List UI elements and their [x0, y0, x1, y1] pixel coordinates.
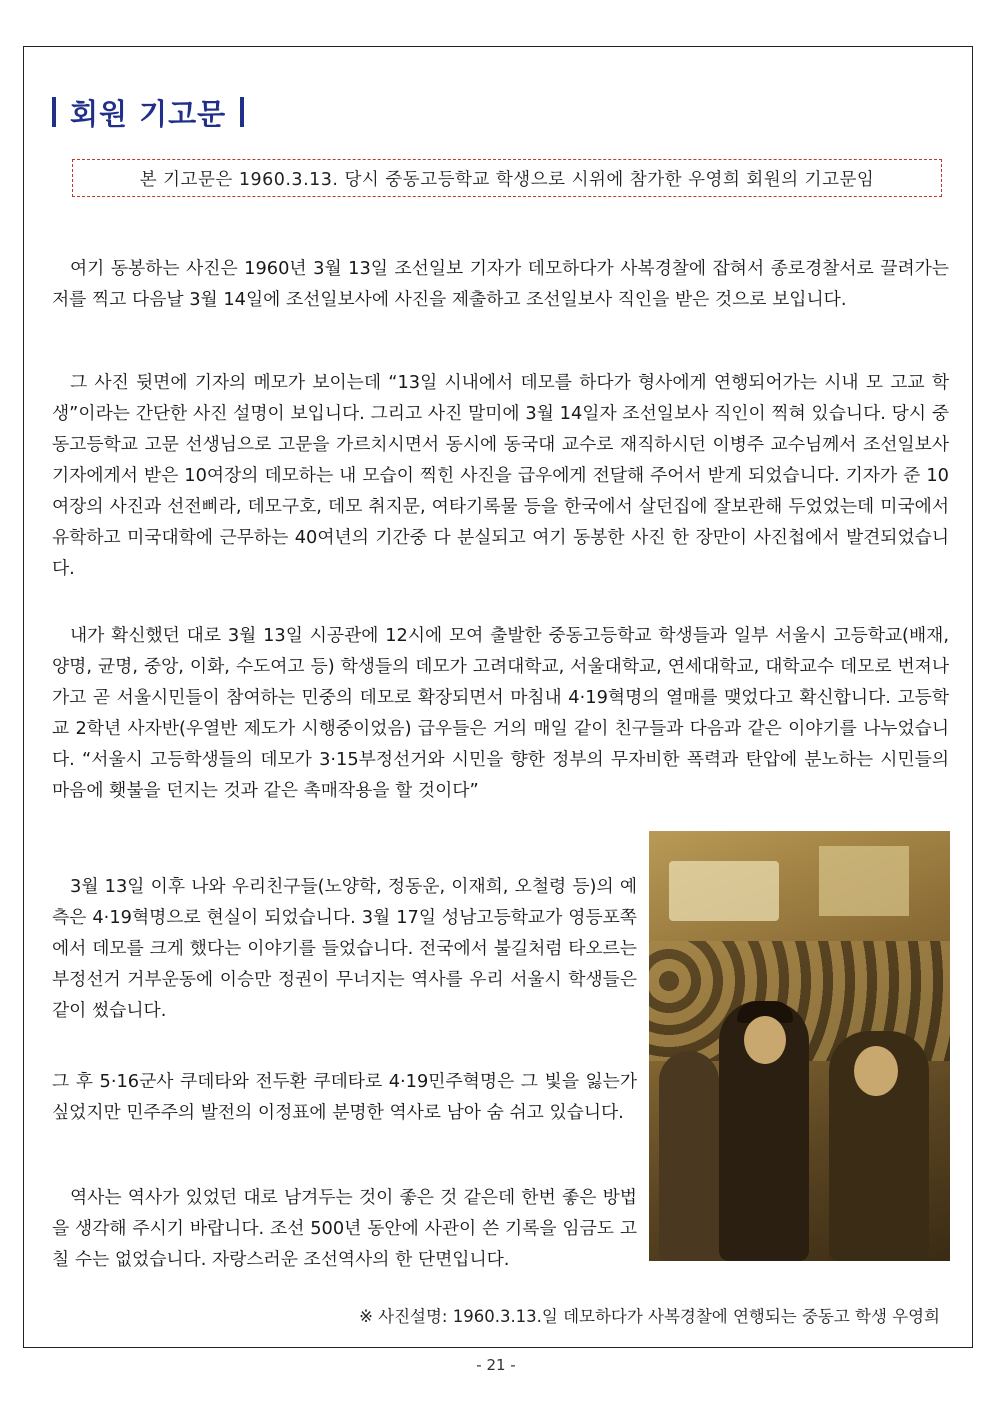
title-bar-right — [240, 97, 244, 127]
paragraph-3: 내가 확신했던 대로 3월 13일 시공관에 12시에 모여 출발한 중동고등학교 학생들과 일부 서울시 고등학교(배재, 양명, 균명, 중앙, 이화, 수도여고 등) 학생들의 데모가 고려대학교, 서울대학교, 연세대학교, 대학교수 데모로 번져나가고 곧 서울시민들이 참여하는 민중의 데모로 확장되면서 마침내 4·19혁명의 열매를 맺었다고 확신합니다. 고등학교 2학년 사자반(우열반 제도가 시행중이었음) 급우들은 거의 매일 같이 친구들과 다음과 같은 이야기를 나누었습니다. “서울시 고등학생들의 데모가 3·15부정선거와 시민을 향한 정부의 무자비한 폭력과 탄압에 분노하는 시민들의 마음에 횃불을 던지는 것과 같은 촉매작용을 할 것이다” — [52, 625, 949, 801]
intro-note-text: 본 기고문은 1960.3.13. 당시 중동고등학교 학생으로 시위에 참가한 우영희 회원의 기고문임 — [139, 169, 875, 190]
title-bar-left — [52, 97, 56, 127]
page-number: - 21 - — [476, 1356, 516, 1374]
intro-note-box — [72, 159, 942, 197]
paragraph-5: 그 후 5·16군사 쿠데타와 전두환 쿠데타로 4·19민주혁명은 그 빛을 잃는가 싶었지만 민주주의 발전의 이정표에 분명한 역사로 남아 숨 쉬고 있습니다. — [52, 1071, 637, 1123]
photo-caption: ※ 사진설명: 1960.3.13.일 데모하다가 사복경찰에 연행되는 중동고 학생 우영희 — [359, 1307, 940, 1326]
paragraph-2: 그 사진 뒷면에 기자의 메모가 보이는데 “13일 시내에서 데모를 하다가 형사에게 연행되어가는 시내 모 고교 학생”이라는 간단한 사진 설명이 보입니다. 그리고 사진 말미에 3월 14일자 조선일보사 직인이 찍혀 있습니다. 당시 중동고등학교 고문 선생님으로 고문을 가르치시면서 동시에 동국대 교수로 재직하시던 이병주 교수님께서 조선일보사 기자에게서 받은 10여장의 데모하는 내 모습이 찍힌 사진을 급우에게 전달해 주어서 받게 되었습니다. 기자가 준 10여장의 사진과 선전삐라, 데모구호, 데모 취지문, 여타기록물 등을 한국에서 살던집에 잘보관해 두었었는데 미국에서 유학하고 미국대학에 근무하는 40여년의 기간중 다 분실되고 여기 동봉한 사진 한 장만이 사진첩에서 발견되었습니다. — [52, 372, 949, 579]
paragraph-1: 여기 동봉하는 사진은 1960년 3월 13일 조선일보 기자가 데모하다가 사복경찰에 잡혀서 종로경찰서로 끌려가는 저를 찍고 다음날 3월 14일에 조선일보사에 사진을 제출하고 조선일보사 직인을 받은 것으로 보입니다. — [52, 258, 949, 310]
paragraph-6: 역사는 역사가 있었던 대로 남겨두는 것이 좋은 것 같은데 한번 좋은 방법을 생각해 주시기 바랍니다. 조선 500년 동안에 사관이 쓴 기록을 임금도 고칠 수는 없었습니다. 자랑스러운 조선역사의 한 단면입니다. — [52, 1187, 637, 1270]
historical-photo — [649, 831, 950, 1261]
title-text: 회원 기고문 — [70, 96, 227, 131]
section-title — [52, 92, 244, 132]
paragraph-4: 3월 13일 이후 나와 우리친구들(노양학, 정동운, 이재희, 오철령 등)의 예측은 4·19혁명으로 현실이 되었습니다. 3월 17일 성남고등학교가 영등포쪽에서 데모를 크게 했다는 이야기를 들었습니다. 전국에서 불길처럼 타오르는 부정선거 거부운동에 이승만 정권이 무너지는 역사를 우리 서울시 학생들은 같이 썼습니다. — [52, 876, 637, 1021]
